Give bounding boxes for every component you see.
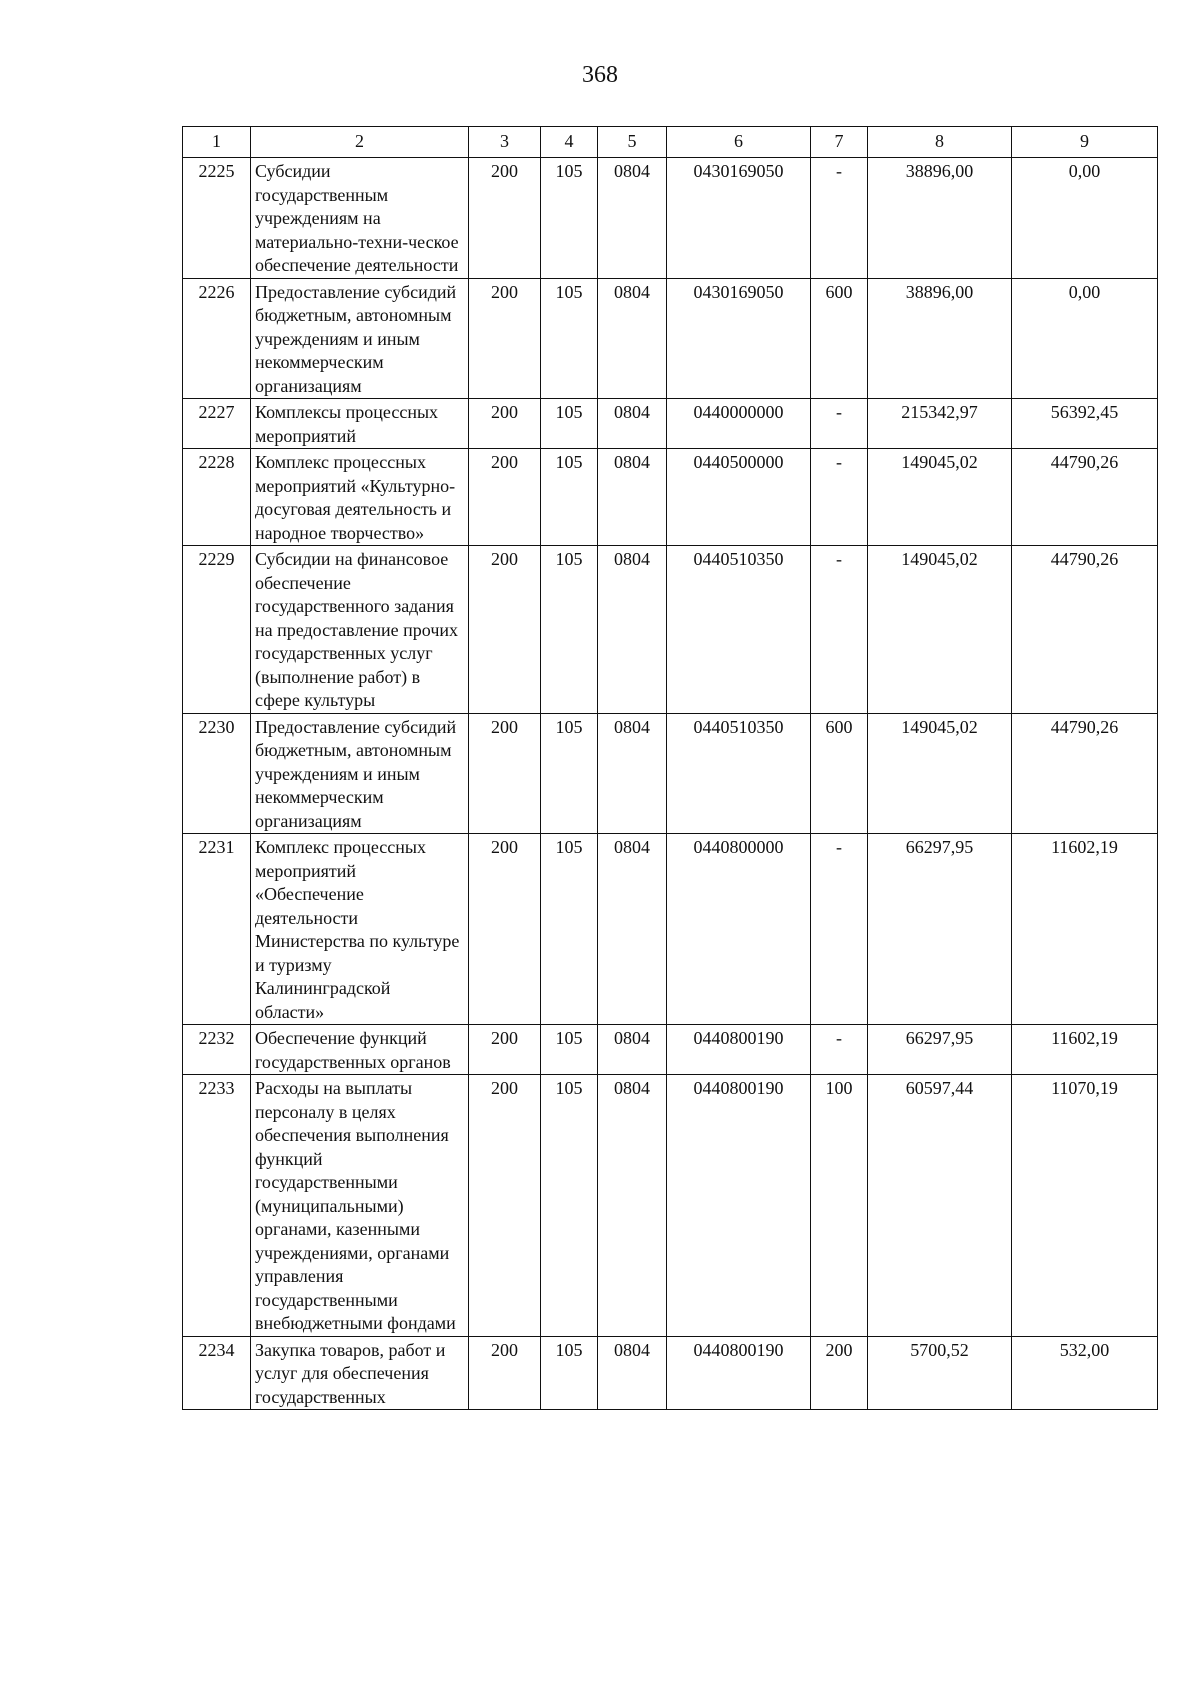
cell-col5: 0804	[598, 834, 667, 1025]
cell-col4: 105	[541, 399, 598, 449]
table-row	[183, 158, 1158, 279]
header-cell: 3	[469, 127, 541, 158]
cell-col5: 0804	[598, 399, 667, 449]
cell-col3: 200	[469, 713, 541, 834]
cell-col5: 0804	[598, 546, 667, 714]
cell-col7: 600	[811, 713, 868, 834]
cell-col8: 5700,52	[868, 1336, 1012, 1410]
row-name: Обеспечение функций государственных органов	[251, 1025, 469, 1075]
row-name: Субсидии на финансовое обеспечение государственного задания на предоставление прочих государственных услуг (выполнение работ) в сфере культуры	[251, 546, 469, 714]
cell-col3: 200	[469, 278, 541, 399]
row-number: 2231	[183, 834, 251, 1025]
cell-col9: 44790,26	[1012, 449, 1158, 546]
budget-table	[182, 126, 1158, 1410]
header-cell: 7	[811, 127, 868, 158]
cell-col6: 0440510350	[667, 713, 811, 834]
cell-col4: 105	[541, 1025, 598, 1075]
cell-col5: 0804	[598, 1025, 667, 1075]
cell-col3: 200	[469, 1025, 541, 1075]
header-cell: 9	[1012, 127, 1158, 158]
row-name: Комплексы процессных мероприятий	[251, 399, 469, 449]
cell-col4: 105	[541, 834, 598, 1025]
table-row	[183, 449, 1158, 546]
cell-col9: 11602,19	[1012, 834, 1158, 1025]
cell-col8: 38896,00	[868, 158, 1012, 279]
row-number: 2228	[183, 449, 251, 546]
cell-col7: -	[811, 158, 868, 279]
table-row	[183, 834, 1158, 1025]
cell-col7: 100	[811, 1075, 868, 1337]
row-number: 2229	[183, 546, 251, 714]
row-name: Предоставление субсидий бюджетным, автономным учреждениям и иным некоммерческим организациям	[251, 278, 469, 399]
cell-col8: 149045,02	[868, 546, 1012, 714]
cell-col8: 66297,95	[868, 834, 1012, 1025]
cell-col6: 0440500000	[667, 449, 811, 546]
cell-col5: 0804	[598, 1336, 667, 1410]
cell-col4: 105	[541, 278, 598, 399]
cell-col8: 149045,02	[868, 713, 1012, 834]
row-number: 2230	[183, 713, 251, 834]
row-number: 2233	[183, 1075, 251, 1337]
cell-col6: 0440800000	[667, 834, 811, 1025]
cell-col9: 44790,26	[1012, 713, 1158, 834]
cell-col4: 105	[541, 1075, 598, 1337]
cell-col3: 200	[469, 834, 541, 1025]
cell-col4: 105	[541, 158, 598, 279]
cell-col6: 0440800190	[667, 1025, 811, 1075]
cell-col3: 200	[469, 449, 541, 546]
cell-col4: 105	[541, 1336, 598, 1410]
row-name: Расходы на выплаты персоналу в целях обеспечения выполнения функций государственными (муниципальными) органами, казенными учреждениями, органами управления государственными внебюджетными фондами	[251, 1075, 469, 1337]
cell-col3: 200	[469, 1075, 541, 1337]
cell-col5: 0804	[598, 449, 667, 546]
table-row	[183, 546, 1158, 714]
table-row	[183, 278, 1158, 399]
cell-col9: 44790,26	[1012, 546, 1158, 714]
cell-col8: 66297,95	[868, 1025, 1012, 1075]
table-row	[183, 1336, 1158, 1410]
cell-col6: 0430169050	[667, 158, 811, 279]
cell-col6: 0440800190	[667, 1336, 811, 1410]
row-number: 2227	[183, 399, 251, 449]
cell-col4: 105	[541, 449, 598, 546]
cell-col6: 0440000000	[667, 399, 811, 449]
table-row	[183, 713, 1158, 834]
cell-col4: 105	[541, 546, 598, 714]
cell-col7: 600	[811, 278, 868, 399]
row-name: Комплекс процессных мероприятий «Культурно-досуговая деятельность и народное творчество»	[251, 449, 469, 546]
header-cell: 6	[667, 127, 811, 158]
cell-col9: 11070,19	[1012, 1075, 1158, 1337]
cell-col4: 105	[541, 713, 598, 834]
cell-col7: -	[811, 546, 868, 714]
cell-col6: 0440510350	[667, 546, 811, 714]
cell-col5: 0804	[598, 713, 667, 834]
cell-col5: 0804	[598, 1075, 667, 1337]
row-number: 2234	[183, 1336, 251, 1410]
row-name: Предоставление субсидий бюджетным, автономным учреждениям и иным некоммерческим организациям	[251, 713, 469, 834]
cell-col3: 200	[469, 1336, 541, 1410]
row-number: 2226	[183, 278, 251, 399]
header-row	[183, 127, 1158, 158]
cell-col9: 532,00	[1012, 1336, 1158, 1410]
cell-col6: 0430169050	[667, 278, 811, 399]
header-cell: 4	[541, 127, 598, 158]
cell-col9: 56392,45	[1012, 399, 1158, 449]
cell-col3: 200	[469, 158, 541, 279]
cell-col9: 11602,19	[1012, 1025, 1158, 1075]
cell-col5: 0804	[598, 158, 667, 279]
header-cell: 1	[183, 127, 251, 158]
cell-col8: 38896,00	[868, 278, 1012, 399]
row-name: Закупка товаров, работ и услуг для обеспечения государственных	[251, 1336, 469, 1410]
cell-col9: 0,00	[1012, 158, 1158, 279]
row-name: Комплекс процессных мероприятий «Обеспечение деятельности Министерства по культуре и туризму Калининградской области»	[251, 834, 469, 1025]
cell-col7: 200	[811, 1336, 868, 1410]
cell-col7: -	[811, 399, 868, 449]
cell-col7: -	[811, 449, 868, 546]
cell-col8: 60597,44	[868, 1075, 1012, 1337]
cell-col7: -	[811, 1025, 868, 1075]
cell-col8: 215342,97	[868, 399, 1012, 449]
header-cell: 2	[251, 127, 469, 158]
header-cell: 8	[868, 127, 1012, 158]
header-cell: 5	[598, 127, 667, 158]
cell-col3: 200	[469, 546, 541, 714]
table-row	[183, 1075, 1158, 1337]
cell-col9: 0,00	[1012, 278, 1158, 399]
cell-col7: -	[811, 834, 868, 1025]
cell-col3: 200	[469, 399, 541, 449]
table-row	[183, 399, 1158, 449]
row-number: 2225	[183, 158, 251, 279]
page-number: 368	[582, 62, 618, 88]
row-name: Субсидии государственным учреждениям на материально-техни-ческое обеспечение деятельности	[251, 158, 469, 279]
row-number: 2232	[183, 1025, 251, 1075]
cell-col5: 0804	[598, 278, 667, 399]
table-row	[183, 1025, 1158, 1075]
cell-col8: 149045,02	[868, 449, 1012, 546]
cell-col6: 0440800190	[667, 1075, 811, 1337]
